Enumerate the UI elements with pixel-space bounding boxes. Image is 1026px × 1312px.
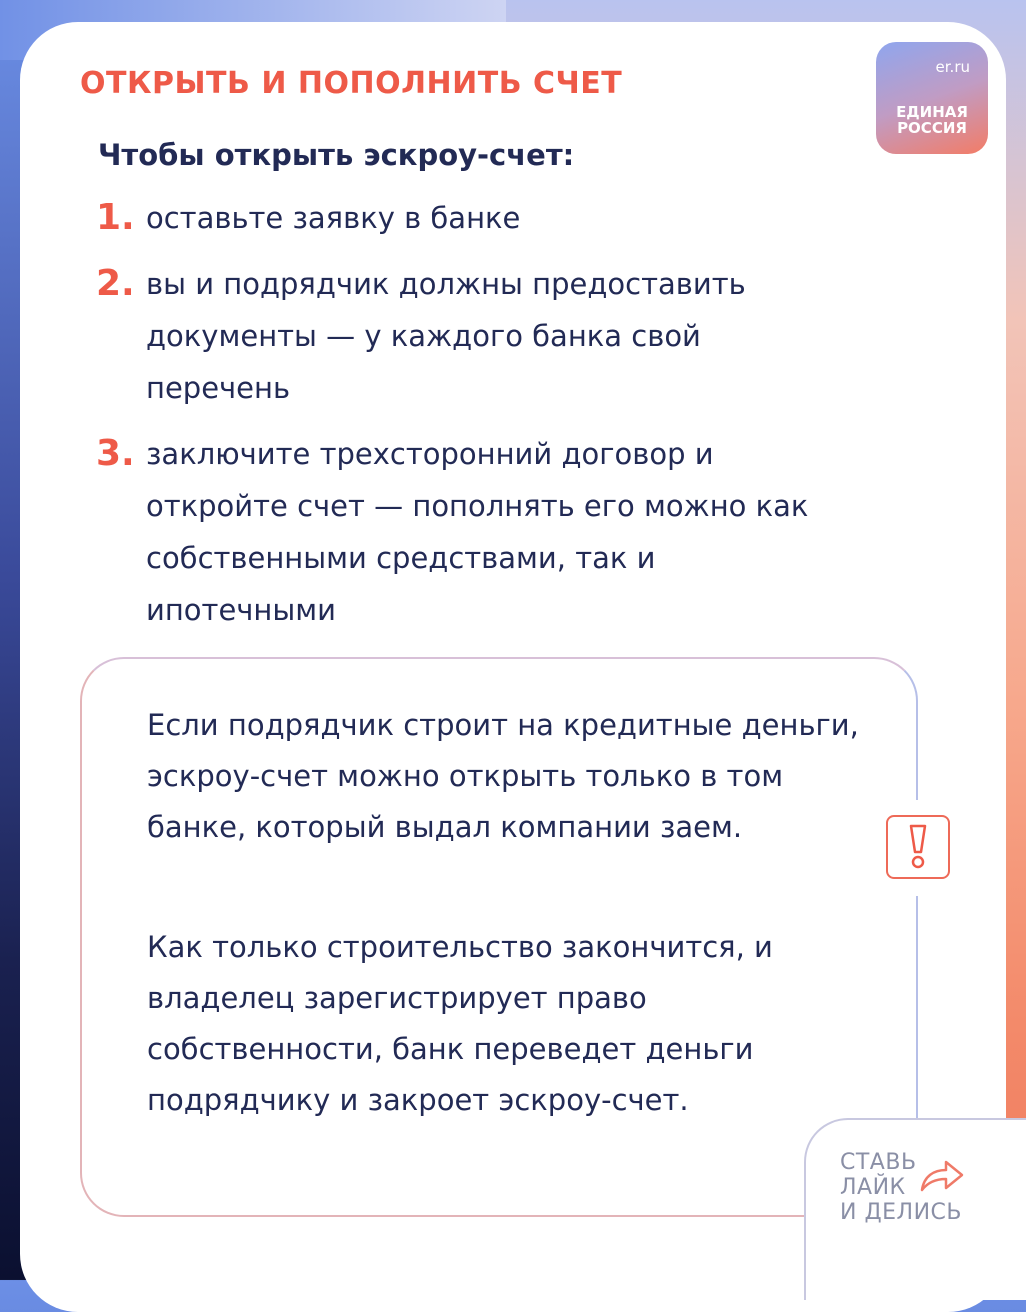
party-logo[interactable] xyxy=(876,42,988,154)
logo-name-line1: ЕДИНАЯ xyxy=(896,103,968,121)
step-3 xyxy=(96,428,856,636)
cta-line1: СТАВЬ xyxy=(840,1150,917,1175)
note-paragraph-2: Как только строительство закончится, и владелец зарегистрирует право собственности, банк переведет деньги подрядчику и закроет эскроу-счет. xyxy=(147,930,773,1117)
note-paragraph-1: Если подрядчик строит на кредитные деньги, эскроу-счет можно открыть только в том банке, который выдал компании заем. xyxy=(147,708,859,844)
instructions-subheading: Чтобы открыть эскроу-счет: xyxy=(98,138,575,172)
cta-line2: ЛАЙК xyxy=(840,1175,906,1200)
step-number: 3. xyxy=(96,433,135,474)
step-number: 1. xyxy=(96,197,135,238)
cta-line3: И ДЕЛИСЬ xyxy=(840,1200,962,1225)
step-number: 2. xyxy=(96,263,135,304)
step-text: оставьте заявку в банке xyxy=(146,201,521,235)
logo-name xyxy=(876,104,988,136)
exclamation-glyph xyxy=(903,822,933,872)
page-title: ОТКРЫТЬ И ПОПОЛНИТЬ СЧЕТ xyxy=(80,66,623,101)
step-1 xyxy=(96,192,856,244)
logo-name-line2: РОССИЯ xyxy=(897,119,967,137)
step-text: вы и подрядчик должны предоставить документы — у каждого банка свой перечень xyxy=(146,267,746,405)
steps-list xyxy=(96,192,856,650)
exclamation-icon xyxy=(886,815,950,879)
logo-site: er.ru xyxy=(935,58,970,76)
share-arrow-icon[interactable] xyxy=(918,1156,966,1196)
step-2 xyxy=(96,258,856,414)
step-text: заключите трехсторонний договор и откройте счет — пополнять его можно как собственными средствами, так и ипотечными xyxy=(146,437,809,627)
